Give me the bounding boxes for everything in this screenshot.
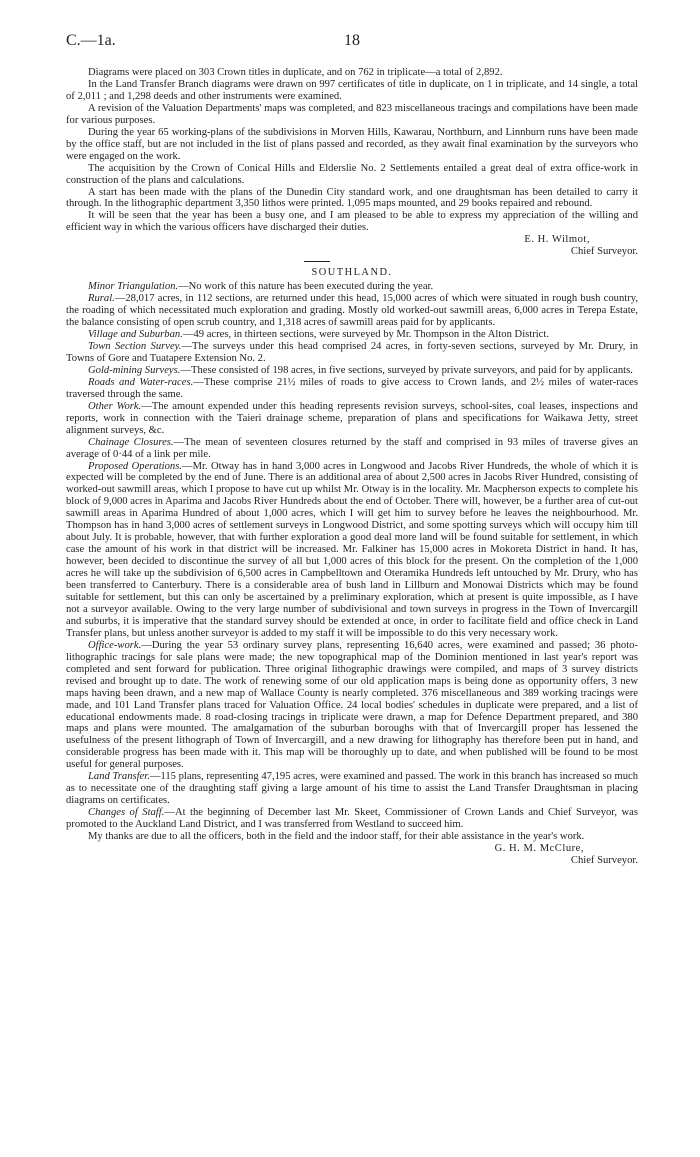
paragraph-gold-mining [66,365,638,377]
paragraph-heading: Chainage Closures. [88,436,174,448]
paragraph-changes-staff [66,807,638,831]
paragraph-heading: Proposed Operations. [88,460,182,472]
section-title: SOUTHLAND. [311,267,393,279]
paragraph-text: —These consisted of 198 acres, in five sections, surveyed by private surveyors, and paid for by applicants. [180,364,633,376]
paragraph-heading: Gold-mining Surveys. [88,364,181,376]
paragraph-heading: Roads and Water-races. [88,376,194,388]
signature-name: G. H. M. McClure, [494,843,584,854]
paragraph-text: —At the beginning of December last Mr. Skeet, Commissioner of Crown Lands and Chief Surveyor, was promoted to the Auckland Land District, and I was transferred from Westland to succeed him. [66,807,639,831]
paragraph-heading: Minor Triangulation. [88,281,179,293]
paragraph-chainage [66,437,638,461]
paragraph-roads [66,377,638,401]
paragraph-heading: Rural. [88,293,115,305]
page-number: 18 [344,32,360,49]
paragraph-heading: Town Section Survey. [88,340,182,352]
signature-title: Chief Surveyor. [570,855,638,866]
paragraph-text: —28,017 acres, in 112 sections, are returned under this head, 15,000 acres of which were situated in rough bush country, the roading of which necessitated much exploration and grading. Mostly old worked-out sawmill areas, 6,000 acres in Terepa Estate, the balance consisting of open scrub country, and 1,318 acres of sawmill areas paid for by applicants. [66,293,638,329]
paragraph-text: —The surveys under this head comprised 24 acres, in forty-seven sections, surveyed by Mr. Drury, in Towns of Gore and Tuatapere Extension No. 2. [66,340,638,364]
document-reference: C.—1a. [66,32,116,49]
paragraph: During the year 65 working-plans of the subdivisions in Morven Hills, Kawarau, Northburn, and Linnburn runs have been made by the office staff, but are not included in the list of plans passed and recorded, as they await final examination by the surveyors who were engaged on the work. [66,126,638,162]
paragraph-heading: Office-work. [88,639,142,651]
paragraph-heading: Land Transfer. [88,771,150,783]
paragraph-rural [66,293,638,329]
paragraph-land-transfer [66,771,638,807]
page-header [66,32,638,52]
paragraph-text: —During the year 53 ordinary survey plans, representing 16,640 acres, were examined and passed; 36 photo-lithographic tracings for sale plans were made; the new topographical map of the Dominion mentioned in last year's report was completed and sent forward for publication. Three original lithographic drawings were compiled, and maps of 3 survey districts revised and brought up to date. The work of renewing some of our old application maps is being done as opportunity offers, 3 new maps having been drawn, and a new map of Wallace County is nearly completed. 376 miscellaneous and 389 working tracings were made, and 101 Land Transfer plans traced for Valuation Office. 24 local bodies' schedules in duplicate were prepared, and a list of educational endowments made. 8 road-closing tracings in triplicate were drawn, a map for Defence Department prepared, and 380 maps and plans were mounted. The amalgamation of the suburban boroughs with that of Invercargill proper has lessened the usefulness of the present lithograph of Town of Invercargill, and a new drawing for lithography has therefore been put in hand, and considerable progress has been made with it. This map will be thoroughly up to date, and when published will be found to be most useful for general purposes. [66,639,638,771]
divider [304,261,330,262]
paragraph-proposed [66,461,638,640]
paragraph-text: —115 plans, representing 47,195 acres, were examined and passed. The work in this branch has increased so much as to necessitate one of the draughting staff giving a large amount of his time to assist the Land Transfer Draughtsman in placing diagrams on certificates. [66,771,638,807]
paragraph-text: —The amount expended under this heading represents revision surveys, school-sites, coal leases, inspections and reports, work in connection with the Taieri drainage scheme, preparation of plans and specifications for Waikawa Jetty, street alignment surveys, &c. [66,400,638,436]
signature-title: Chief Surveyor. [570,246,638,258]
paragraph: Diagrams were placed on 303 Crown titles in duplicate, and on 762 in triplicate—a total of 2,892. [88,67,503,78]
paragraph-text: —Mr. Otway has in hand 3,000 acres in Longwood and Jacobs River Hundreds, the whole of which it is expected will be completed by the end of June. There is an additional area of about 2,500 acres in Jacobs River Hundred, consisting of worked-out sawmill areas, which I propose to have cut up whilst Mr. Otway is in the locality. Mr. Macpherson expects to complete his block of 9,000 acres in Aparima and Jacobs River Hundreds about the end of October. There will, however, be a further area of cut-out sawmill areas in Aparima Hundred of about 1,000 acres, which I will get him to survey before he leaves the neighbourhood. Mr. Thompson has in hand 3,000 acres of settlement surveys in Longwood District, and some spotting surveys which will occupy him till about July. It is probable, however, that with further exploration a good deal more land will be found suitable for settlement, in which case the amount of his work in that district will be increased. Mr. Falkiner has 15,000 acres in Mokoreta District in hand. It has, however, been decided to discontinue the survey of all but 1,000 acres of this block for the present. On the completion of the 1,000 acres he will take up the subdivision of 6,500 acres in Campbelltown and Oteramika Hundreds left untouched by Mr. Drury, who has been transferred to Canterbury. There is a considerable area of bush land in Lillburn and Monowai Districts which may be found suitable for settlement, but this can only be ascertained by a preliminary exploration, which at present is quite impossible, as I have not a surveyor available. Owing to the very large number of subdivisional and town surveys in progress in the Town of Invercargill and suburbs, it is imperative that the standard survey should be extended at once, in order to facilitate field and office check in Land Transfer plans, but unless another surveyor is added to my staff it will be impossible to do this very necessary work. [66,460,638,639]
paragraph: A revision of the Valuation Departments' maps was completed, and 823 miscellaneous tracings and compilations have been made for various purposes. [66,102,638,126]
paragraph-text: —The mean of seventeen closures returned by the staff and comprised in 93 miles of traverse gives an average of 0·44 of a link per mile. [66,436,638,460]
paragraph: The acquisition by the Crown of Conical Hills and Elderslie No. 2 Settlements entailed a great deal of extra office-work in construction of the plans and calculations. [66,162,638,186]
paragraph: It will be seen that the year has been a busy one, and I am pleased to be able to express my appreciation of the willing and efficient way in which the various officers have discharged their duties. [66,210,638,234]
paragraph: My thanks are due to all the officers, both in the field and the indoor staff, for their able assistance in the year's work. [88,831,585,843]
paragraph-office-work [66,640,638,771]
paragraph: In the Land Transfer Branch diagrams were drawn on 997 certificates of title in duplicate, on 1 in triplicate, and 14 single, a total of 2,011 ; and 1,298 deeds and other instruments were examined. [66,78,638,102]
document-body [66,67,638,867]
signature-block [66,843,638,867]
paragraph-town-section [66,341,638,365]
paragraph-minor-triangulation [66,281,638,293]
paragraph: A start has been made with the plans of the Dunedin City standard work, and one draughtsman has been detailed to carry it through. In the lithographic department 3,350 lithos were printed. 1,095 maps mounted, and 29 books repaired and rebound. [66,186,638,210]
paragraph-heading: Other Work. [88,400,142,412]
paragraph-other-work [66,401,638,437]
paragraph-heading: Changes of Staff. [88,807,165,819]
paragraph-heading: Village and Suburban. [88,329,183,341]
paragraph-village-suburban [66,329,638,341]
paragraph-text: —No work of this nature has been executed during the year. [178,281,434,293]
paragraph-text: —These comprise 21½ miles of roads to give access to Crown lands, and 2½ miles of water-races traversed through the same. [66,376,638,400]
signature-name: E. H. Wilmot, [524,234,590,246]
paragraph-text: —49 acres, in thirteen sections, were surveyed by Mr. Thompson in the Alton District. [182,329,549,341]
